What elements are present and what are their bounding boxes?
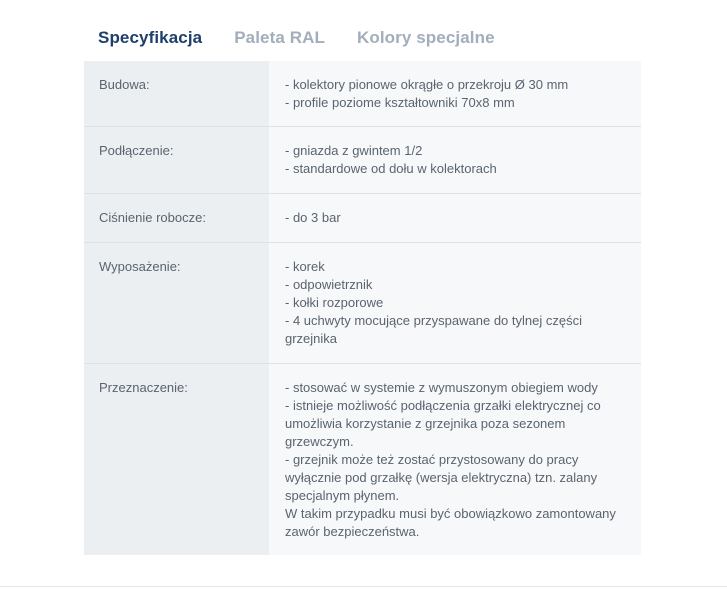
spec-value-line: - do 3 bar xyxy=(285,209,341,225)
tab-bar xyxy=(98,26,527,50)
spec-value-line: - kolektory pionowe okrągłe o przekroju Ø 30 mm xyxy=(285,77,569,92)
tab-specyfikacja[interactable]: Specyfikacja xyxy=(98,28,203,47)
tab-kolory-specjalne[interactable]: Kolory specjalne xyxy=(356,28,495,47)
tab-paleta-ral[interactable]: Paleta RAL xyxy=(234,28,325,47)
spec-value xyxy=(269,126,641,193)
spec-value xyxy=(269,363,641,555)
spec-label: Ciśnienie robocze: xyxy=(84,193,269,242)
spec-label: Podłączenie: xyxy=(84,126,269,193)
table-row xyxy=(84,126,641,193)
table-row xyxy=(84,363,641,555)
spec-value-line: - 4 uchwyty mocujące przyspawane do tylnej części grzejnika xyxy=(285,312,582,346)
spec-value xyxy=(269,242,641,363)
spec-value-line: - grzejnik może też zostać przystosowany do pracy wyłącznie pod grzałkę (wersja elektryczna) tzn. zalany specjalnym płynem. xyxy=(285,451,598,503)
table-row xyxy=(84,242,641,363)
spec-value-line: W takim przypadku musi być obowiązkowo zamontowany zawór bezpieczeństwa. xyxy=(285,505,616,539)
spec-value-line: - standardowe od dołu w kolektorach xyxy=(285,160,497,176)
table-row xyxy=(84,61,641,126)
spec-label: Wyposażenie: xyxy=(84,242,269,363)
spec-value xyxy=(269,193,641,242)
spec-value-line: - gniazda z gwintem 1/2 xyxy=(285,142,423,158)
spec-label: Przeznaczenie: xyxy=(84,363,269,555)
spec-value-line: - profile poziome kształtowniki 70x8 mm xyxy=(285,95,515,110)
spec-value-line: - kołki rozporowe xyxy=(285,294,384,310)
spec-value xyxy=(269,61,641,126)
spec-value-line: - odpowietrznik xyxy=(285,276,373,292)
spec-value-line: - korek xyxy=(285,258,325,274)
spec-value-line: - istnieje możliwość podłączenia grzałki elektrycznej co umożliwia korzystanie z grzejnika poza sezonem grzewczym. xyxy=(285,397,601,449)
specification-table xyxy=(84,61,641,555)
footer-divider xyxy=(0,586,727,587)
spec-value-line: - stosować w systemie z wymuszonym obiegiem wody xyxy=(285,379,598,395)
table-row xyxy=(84,193,641,242)
spec-label: Budowa: xyxy=(84,61,269,126)
